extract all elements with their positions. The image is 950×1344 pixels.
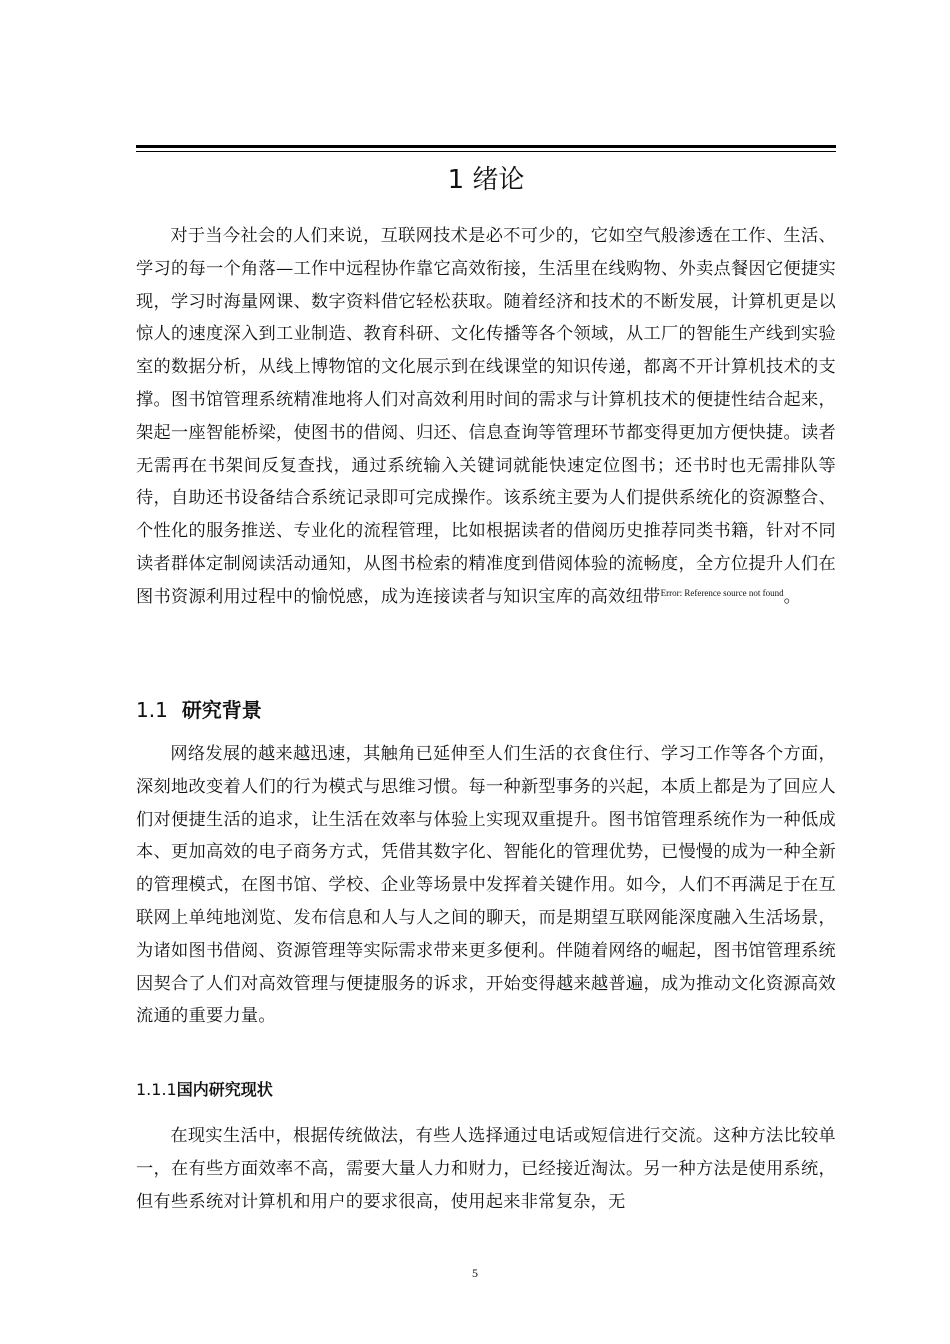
subsection-number: 1.1.1 bbox=[136, 1080, 177, 1099]
subsection-heading-1-1-1 bbox=[136, 1076, 273, 1104]
intro-end-punctuation: 。 bbox=[783, 586, 802, 607]
section-number: 1.1 bbox=[136, 698, 168, 722]
section-title: 研究背景 bbox=[181, 698, 262, 722]
chapter-top-rule-thin bbox=[136, 151, 836, 152]
chapter-top-rule-thick bbox=[136, 145, 836, 148]
domestic-research-paragraph: 在现实生活中，根据传统做法，有些人选择通过电话或短信进行交流。这种方法比较单一，在有些方面效率不高，需要大量人力和财力，已经接近淘汰。另一种方法是使用系统，但有些系统对计算机和用户的要求很高，使用起来非常复杂，无 bbox=[136, 1126, 836, 1212]
intro-text: 对于当今社会的人们来说，互联网技术是必不可少的，它如空气般渗透在工作、生活、学习的每一个角落—工作中远程协作靠它高效衔接，生活里在线购物、外卖点餐因它便捷实现，学习时海量网课、数字资料借它轻松获取。随着经济和技术的不断发展，计算机更是以惊人的速度深入到工业制造、教育科研、文化传播等各个领域，从工厂的智能生产线到实验室的数据分析，从线上博物馆的文化展示到在线课堂的知识传递，都离不开计算机技术的支撑。图书馆管理系统精准地将人们对高效利用时间的需求与计算机技术的便捷性结合起来，架起一座智能桥梁，使图书的借阅、归还、信息查询等管理环节都变得更加方便快捷。读者无需再在书架间反复查找，通过系统输入关键词就能快速定位图书；还书时也无需排队等待，自助还书设备结合系统记录即可完成操作。该系统主要为人们提供系统化的资源整合、个性化的服务推送、专业化的流程管理，比如根据读者的借阅历史推荐同类书籍，针对不同读者群体定制阅读活动通知，从图书检索的精准度到借阅体验的流畅度，全方位提升人们在图书资源利用过程中的愉悦感，成为连接读者与知识宝库的高效纽带 bbox=[136, 226, 836, 607]
background-paragraph: 网络发展的越来越迅速，其触角已延伸至人们生活的衣食住行、学习工作等各个方面，深刻地改变着人们的行为模式与思维习惯。每一种新型事务的兴起，本质上都是为了回应人们对便捷生活的追求，让生活在效率与体验上实现双重提升。图书馆管理系统作为一种低成本、更加高效的电子商务方式，凭借其数字化、智能化的管理优势，已慢慢的成为一种全新的管理模式，在图书馆、学校、企业等场景中发挥着关键作用。如今，人们不再满足于在互联网上单纯地浏览、发布信息和人与人之间的聊天，而是期望互联网能深度融入生活场景，为诸如图书借阅、资源管理等实际需求带来更多便利。伴随着网络的崛起，图书馆管理系统因契合了人们对高效管理与便捷服务的诉求，开始变得越来越普遍，成为推动文化资源高效流通的重要力量。 bbox=[136, 744, 836, 1027]
subsection-title: 国内研究现状 bbox=[176, 1080, 273, 1099]
intro-paragraph bbox=[136, 220, 836, 614]
page-number: 5 bbox=[472, 1266, 478, 1280]
section-heading-1-1 bbox=[136, 694, 262, 726]
reference-error: Error: Reference source not found bbox=[660, 587, 784, 598]
chapter-title: 1 绪论 bbox=[447, 165, 525, 195]
